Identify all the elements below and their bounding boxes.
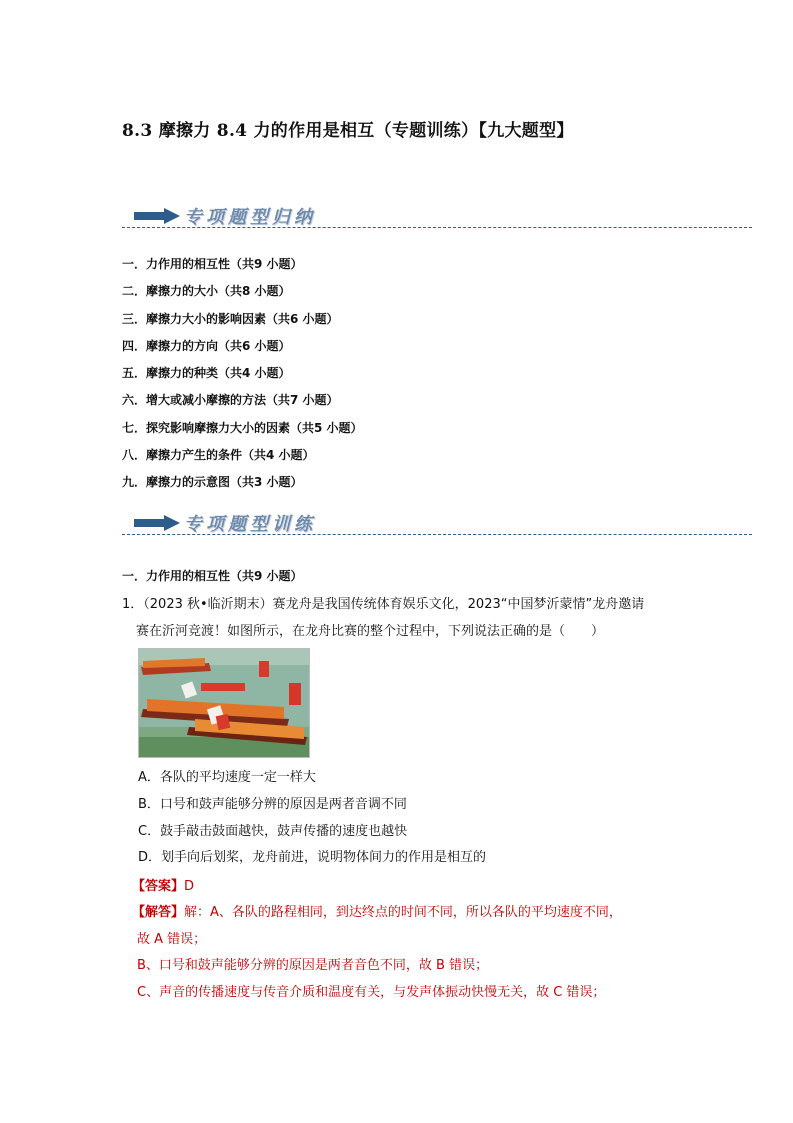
answer-options <box>138 765 486 872</box>
list-item: 二．摩擦力的大小（共8 小题） <box>122 284 291 299</box>
list-item: 七．探究影响摩擦力大小的因素（共5 小题） <box>122 420 363 435</box>
explain-line: B、口号和鼓声能够分辨的原因是两者音色不同，故 B 错误； <box>137 958 489 973</box>
dragon-boat-image <box>139 649 309 757</box>
question-line: 1．（2023 秋•临沂期末）赛龙舟是我国传统体育娱乐文化，2023“中国梦沂蒙情”龙舟邀请 <box>122 597 645 612</box>
dashed-divider <box>122 534 752 535</box>
list-item: 三．摩擦力大小的影响因素（共6 小题） <box>122 311 339 326</box>
list-item: 八．摩擦力产生的条件（共4 小题） <box>122 448 315 463</box>
list-item: 四．摩擦力的方向（共6 小题） <box>122 338 291 353</box>
explanation <box>132 900 672 1006</box>
dashed-divider <box>122 227 752 228</box>
explain-line: C、声音的传播速度与传音介质和温度有关，与发声体振动快慢无关，故 C 错误； <box>137 984 606 1000</box>
list-item: 五．摩擦力的种类（共4 小题） <box>122 366 291 381</box>
list-item: 六．增大或减小摩擦的方法（共7 小题） <box>122 393 339 408</box>
section-header-training <box>122 508 752 538</box>
option-c: C．鼓手敲击鼓面越快，鼓声传播的速度也越快 <box>138 823 408 839</box>
answer-value: D <box>184 879 195 894</box>
question-stem <box>122 591 682 645</box>
explain-line: 解：A、各队的路程相同，到达终点的时间不同，所以各队的平均速度不同， <box>184 905 622 920</box>
section-heading: 专项题型训练 <box>184 514 316 535</box>
topic-list <box>122 251 363 497</box>
option-d: D．划手向后划桨，龙舟前进，说明物体间力的作用是相互的 <box>138 850 487 866</box>
dragon-boat-photo <box>138 648 310 758</box>
page-title: 8.3 摩擦力 8.4 力的作用是相互（专题训练）【九大题型】 <box>122 121 574 141</box>
explain-line: 故 A 错误； <box>137 931 207 947</box>
subsection-title: 一．力作用的相互性（共9 小题） <box>122 569 303 583</box>
arrow-right-icon <box>134 515 180 531</box>
arrow-right-icon <box>134 208 180 224</box>
section-header-summary <box>122 201 752 231</box>
answer-label: 【答案】 <box>132 879 185 894</box>
option-b: B．口号和鼓声能够分辨的原因是两者音调不同 <box>138 796 407 812</box>
option-a: A．各队的平均速度一定一样大 <box>138 770 316 785</box>
answer-line <box>132 875 194 894</box>
list-item: 九．摩擦力的示意图（共3 小题） <box>122 475 303 490</box>
section-heading: 专项题型归纳 <box>184 207 316 228</box>
explain-label: 【解答】 <box>132 905 185 920</box>
list-item: 一．力作用的相互性（共9 小题） <box>122 257 303 271</box>
question-line: 赛在沂河竞渡！如图所示，在龙舟比赛的整个过程中，下列说法正确的是（ ） <box>136 624 605 639</box>
